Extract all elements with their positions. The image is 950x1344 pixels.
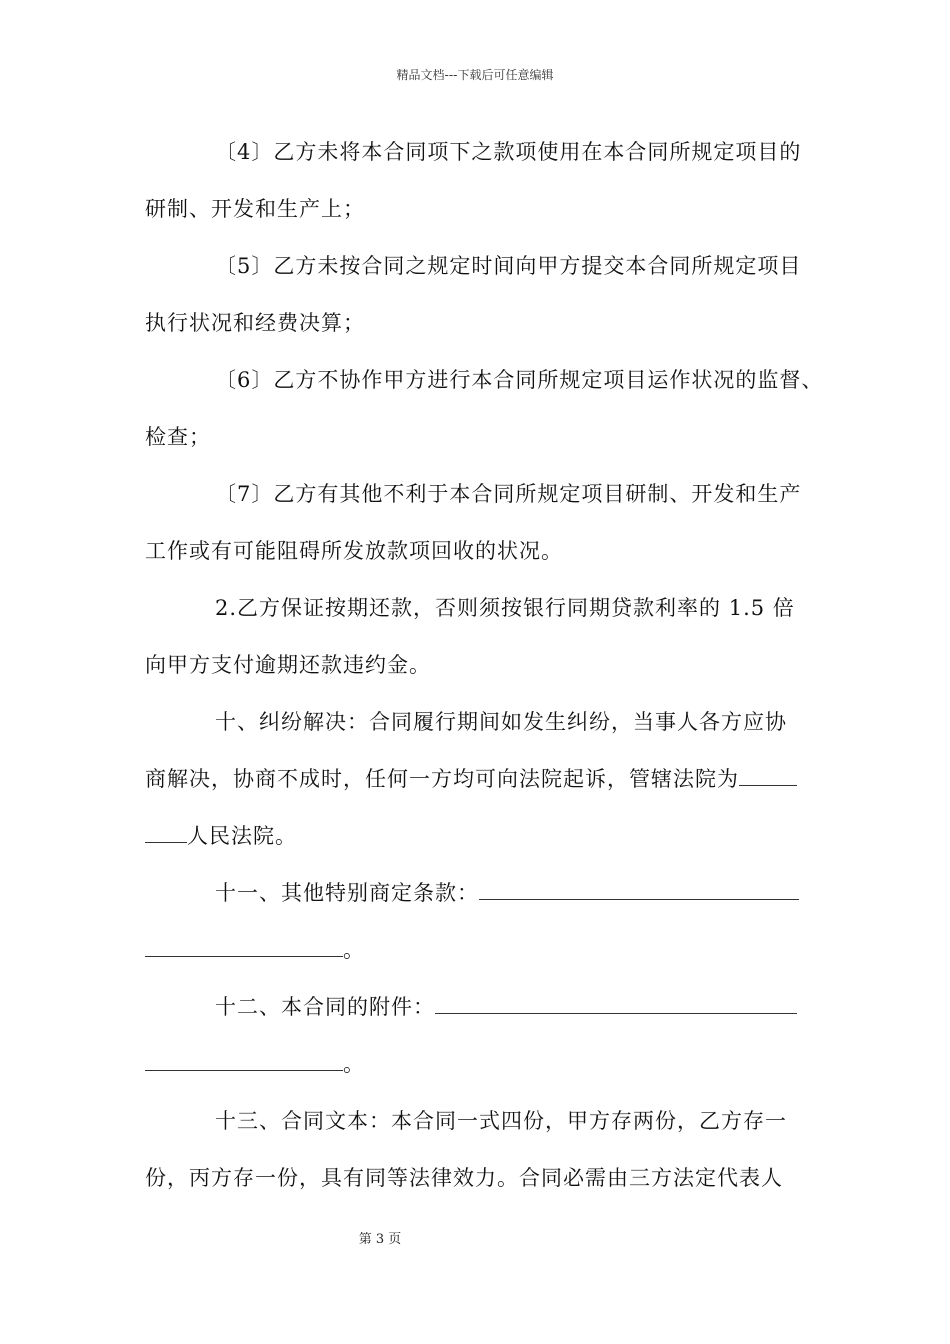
paragraph-line: 研制、开发和生产上； — [145, 197, 365, 221]
paragraph-line — [215, 992, 797, 1022]
paragraph-line: 〔4〕乙方未将本合同项下之款项使用在本合同所规定项目的 — [215, 140, 802, 164]
page-header: 精品文档---下载后可任意编辑 — [396, 68, 554, 82]
line-text: 十一、其他特别商定条款： — [215, 881, 479, 905]
line-text: 。 — [343, 938, 365, 962]
paragraph-line — [145, 821, 297, 851]
paragraph-line — [215, 878, 799, 908]
line-text: 商解决，协商不成时，任何一方均可向法院起诉，管辖法院为 — [145, 767, 739, 791]
paragraph-line: 2.乙方保证按期还款，否则须按银行同期贷款利率的 1.5 倍 — [215, 596, 795, 620]
fill-in-blank[interactable] — [145, 822, 187, 843]
paragraph-line: 〔5〕乙方未按合同之规定时间向甲方提交本合同所规定项目 — [215, 254, 802, 278]
paragraph-line: 份，丙方存一份，具有同等法律效力。合同必需由三方法定代表人 — [145, 1166, 783, 1190]
line-text: 。 — [343, 1052, 365, 1076]
paragraph-line — [145, 1049, 365, 1079]
paragraph-line: 向甲方支付逾期还款违约金。 — [145, 653, 431, 677]
paragraph-line — [145, 935, 365, 965]
fill-in-blank[interactable] — [145, 936, 343, 957]
paragraph-line: 十、纠纷解决：合同履行期间如发生纠纷，当事人各方应协 — [215, 710, 787, 734]
paragraph-line: 检查； — [145, 425, 211, 449]
fill-in-blank[interactable] — [739, 765, 797, 786]
paragraph-line: 工作或有可能阻碍所发放款项回收的状况。 — [145, 539, 563, 563]
paragraph-line: 执行状况和经费决算； — [145, 311, 365, 335]
fill-in-blank[interactable] — [145, 1050, 343, 1071]
line-text: 人民法院。 — [187, 824, 297, 848]
paragraph-line: 〔6〕乙方不协作甲方进行本合同所规定项目运作状况的监督、 — [215, 368, 824, 392]
fill-in-blank[interactable] — [435, 993, 797, 1014]
line-text: 十二、本合同的附件： — [215, 995, 435, 1019]
paragraph-line: 〔7〕乙方有其他不利于本合同所规定项目研制、开发和生产 — [215, 482, 802, 506]
fill-in-blank[interactable] — [479, 879, 799, 900]
page-number: 第 3 页 — [358, 1232, 402, 1247]
paragraph-line — [145, 764, 797, 794]
paragraph-line: 十三、合同文本：本合同一式四份，甲方存两份，乙方存一 — [215, 1109, 787, 1133]
